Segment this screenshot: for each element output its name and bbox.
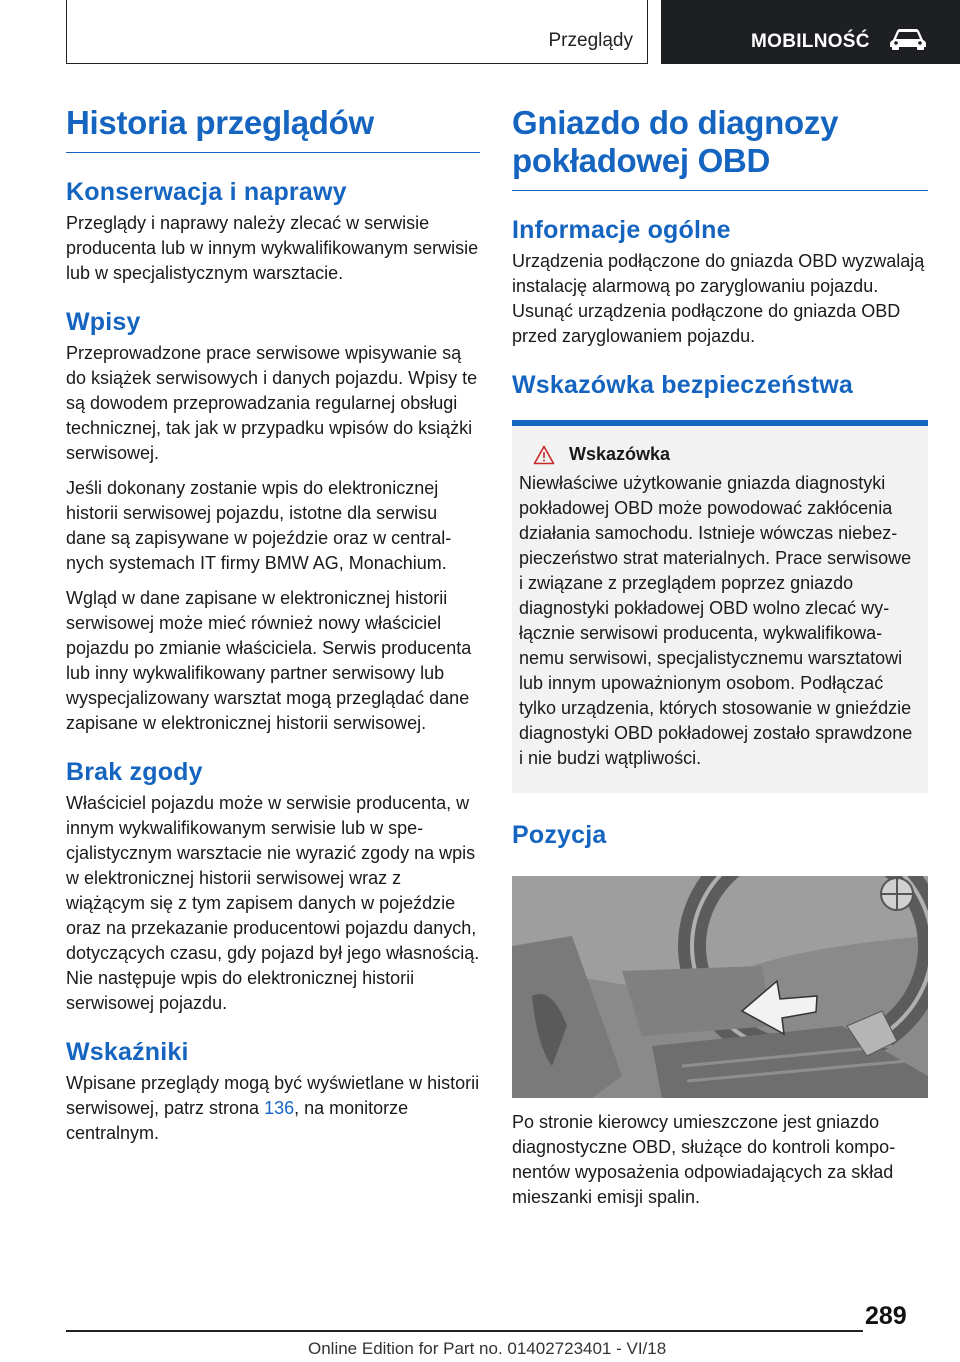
heading-safety: Wskazówka bezpieczeństwa — [512, 371, 854, 399]
header-chapter-box — [661, 0, 960, 64]
obd-position-figure — [512, 876, 928, 1098]
footer-rule — [66, 1330, 863, 1332]
page-title-obd: Gniazdo do diagnozy pokładowej OBD — [512, 104, 928, 191]
heading-maintenance: Konserwacja i naprawy — [66, 178, 347, 206]
warning-block — [512, 420, 928, 793]
paragraph-entries-1: Przeprowadzone prace serwisowe wpisywanie są do książek serwisowych i danych pojazdu. Wpisy te są dowodem przeprowadzania regularnej obsługi technicznej, tak jak w przypadku wpisów do książki serwisowej. — [66, 343, 478, 463]
obd-position-illustration — [512, 876, 928, 1098]
page-reference-link[interactable]: 136 — [264, 1098, 295, 1118]
figure-caption: Po stronie kierowcy umieszczone jest gniazdo diagnostyczne OBD, służące do kontroli komponentów wyposażenia odpowiadających za skład mieszanki emisji spalin. — [512, 1112, 896, 1207]
warning-header — [519, 444, 920, 465]
pointers-text-before: Wpisane przeglądy mogą być wyświetlane w historii serwisowej, patrz strona — [66, 1073, 480, 1118]
warning-title: Wskazówka — [569, 444, 671, 464]
warning-text: Niewłaściwe użytkowanie gniazda diagnostyki pokładowej OBD może powodować zakłócenia działania samochodu. Istnieje wówczas niebezpieczeństwo strat materialnych. Prace serwisowe i związane z przeglądem poprzez gniazdo diagnostyki pokładowej OBD wolno zlecać wyłącznie serwisowi producenta, wykwalifikowanemu serwisowi, specjalistycznemu warsztatowi lub innym upoważnionym osobom. Podłączać tylko urządzenia, których stosowanie w gnieździe diagnostyki OBD pokładowej zostało sprawdzone i nie budzi wątpliwości. — [519, 473, 913, 768]
heading-no-consent: Brak zgody — [66, 758, 203, 786]
car-icon — [887, 26, 929, 50]
page-title-history: Historia przeglądów — [66, 104, 480, 153]
warning-box — [512, 426, 928, 793]
header-section-title: Przeglądy — [548, 30, 633, 51]
warning-triangle-icon — [533, 445, 555, 465]
right-column — [512, 104, 928, 1210]
heading-general: Informacje ogólne — [512, 216, 731, 244]
left-column — [66, 104, 480, 1146]
paragraph-pointers — [66, 1071, 480, 1146]
heading-position: Pozycja — [512, 821, 607, 849]
header-section-box — [66, 0, 648, 64]
page-number: 289 — [865, 1302, 907, 1330]
paragraph-entries-2: Jeśli dokonany zostanie wpis do elektronicznej historii serwisowej pojazdu, istotne dla serwisu dane są zapisywane w pojeździe oraz w centralnych systemach IT firmy BMW AG, Monachium. — [66, 478, 452, 573]
paragraph-maintenance: Przeglądy i naprawy należy zlecać w serwisie producenta lub w innym wykwalifikowanym serwisie lub w specjalistycznym warsztacie. — [66, 213, 479, 283]
paragraph-entries-3: Wgląd w dane zapisane w elektronicznej historii serwisowej może mieć również nowy właściciel pojazdu po zmianie właściciela. Serwis producenta lub inny wykwalifikowany partner serwisowy lub wyspecjalizowany warsztat mogą przeglądać dane zapisane w elektronicznej historii serwisowej. — [66, 588, 472, 733]
footer-edition: Online Edition for Part no. 01402723401 - VI/18 — [308, 1339, 667, 1358]
header-chapter-title: MOBILNOŚĆ — [751, 31, 870, 52]
paragraph-no-consent: Właściciel pojazdu może w serwisie producenta, w innym wykwalifikowanym serwisie lub w specjalistycznym warsztacie nie wyrazić zgody na wpis w elektronicznej historii serwisowej wraz z wiążącym się z tym zapisem danych w pojeździe oraz na przekazanie producentowi pojazdu danych, dotyczących czasu, gdy pojazd był jego własnością. Nie następuje wpis do elektronicznej historii serwisowej pojazdu. — [66, 793, 480, 1013]
heading-pointers: Wskaźniki — [66, 1038, 189, 1066]
heading-entries: Wpisy — [66, 308, 141, 336]
paragraph-general: Urządzenia podłączone do gniazda OBD wyzwalają instalację alarmową po zaryglowaniu pojazdu. Usunąć urządzenia podłączone do gniazda OBD przed zaryglowaniem pojazdu. — [512, 251, 925, 346]
pointers-text-after: , na monitorze centralnym. — [66, 1098, 409, 1143]
